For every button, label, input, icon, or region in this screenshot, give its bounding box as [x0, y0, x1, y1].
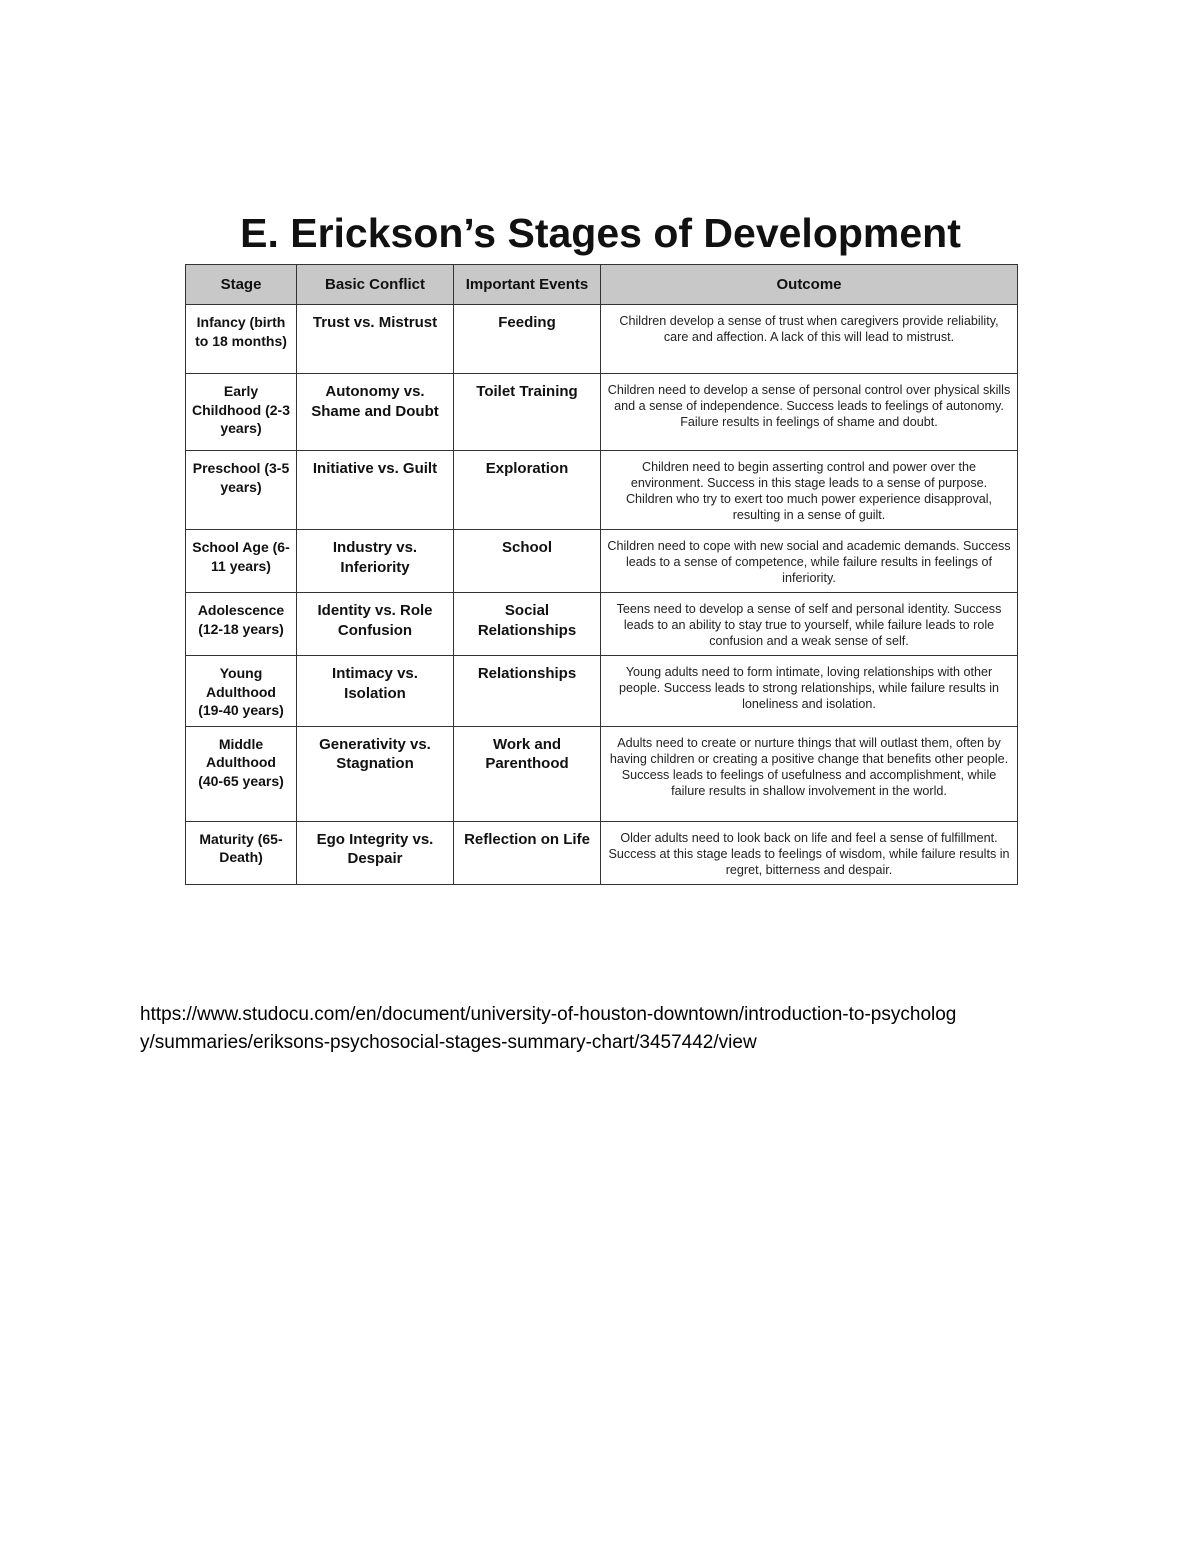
outcome-cell: Children need to begin asserting control and power over the environment. Success in this stage leads to a sense of purpose. Children who try to exert too much power experience disapproval, resulting in a sense of guilt.	[601, 451, 1018, 530]
events-cell: Reflection on Life	[454, 821, 601, 884]
stage-cell: Maturity (65-Death)	[186, 821, 297, 884]
table-row	[186, 821, 1018, 884]
events-cell: School	[454, 530, 601, 593]
outcome-cell: Children need to cope with new social and academic demands. Success leads to a sense of competence, while failure results in feelings of inferiority.	[601, 530, 1018, 593]
source-url: https://www.studocu.com/en/document/university-of-houston-downtown/introduction-to-psychology/summaries/eriksons-psychosocial-stages-summary-chart/3457442/view	[140, 1004, 957, 1053]
outcome-cell: Children develop a sense of trust when caregivers provide reliability, care and affection. A lack of this will lead to mistrust.	[601, 305, 1018, 374]
outcome-cell: Children need to develop a sense of personal control over physical skills and a sense of independence. Success leads to feelings of autonomy. Failure results in feelings of shame and doubt.	[601, 374, 1018, 451]
header-important-events: Important Events	[454, 265, 601, 305]
table-header	[186, 265, 1018, 305]
conflict-cell: Generativity vs. Stagnation	[297, 726, 454, 821]
stage-cell: Early Childhood (2-3 years)	[186, 374, 297, 451]
conflict-cell: Identity vs. Role Confusion	[297, 593, 454, 656]
conflict-cell: Ego Integrity vs. Despair	[297, 821, 454, 884]
table-row	[186, 593, 1018, 656]
table-row	[186, 374, 1018, 451]
events-cell: Social Relationships	[454, 593, 601, 656]
conflict-cell: Autonomy vs. Shame and Doubt	[297, 374, 454, 451]
header-stage: Stage	[186, 265, 297, 305]
conflict-cell: Intimacy vs. Isolation	[297, 656, 454, 727]
table-row	[186, 305, 1018, 374]
events-cell: Work and Parenthood	[454, 726, 601, 821]
table-row	[186, 656, 1018, 727]
outcome-cell: Adults need to create or nurture things that will outlast them, often by having children or creating a positive change that benefits other people. Success leads to feelings of usefulness and accomplishment, while failure results in shallow involvement in the world.	[601, 726, 1018, 821]
stage-cell: Adolescence (12-18 years)	[186, 593, 297, 656]
stage-cell: Middle Adulthood (40-65 years)	[186, 726, 297, 821]
stage-cell: Young Adulthood (19-40 years)	[186, 656, 297, 727]
stage-cell: Preschool (3-5 years)	[186, 451, 297, 530]
events-cell: Relationships	[454, 656, 601, 727]
header-row	[186, 265, 1018, 305]
conflict-cell: Trust vs. Mistrust	[297, 305, 454, 374]
table-row	[186, 726, 1018, 821]
table-row	[186, 530, 1018, 593]
events-cell: Feeding	[454, 305, 601, 374]
stage-cell: Infancy (birth to 18 months)	[186, 305, 297, 374]
document-title: E. Erickson’s Stages of Development	[240, 210, 961, 256]
events-cell: Toilet Training	[454, 374, 601, 451]
conflict-cell: Industry vs. Inferiority	[297, 530, 454, 593]
outcome-cell: Young adults need to form intimate, loving relationships with other people. Success leads to strong relationships, while failure results in loneliness and isolation.	[601, 656, 1018, 727]
stages-table	[185, 264, 1018, 885]
header-outcome: Outcome	[601, 265, 1018, 305]
header-basic-conflict: Basic Conflict	[297, 265, 454, 305]
outcome-cell: Teens need to develop a sense of self and personal identity. Success leads to an ability to stay true to yourself, while failure leads to role confusion and a weak sense of self.	[601, 593, 1018, 656]
outcome-cell: Older adults need to look back on life and feel a sense of fulfillment. Success at this stage leads to feelings of wisdom, while failure results in regret, bitterness and despair.	[601, 821, 1018, 884]
table-row	[186, 451, 1018, 530]
conflict-cell: Initiative vs. Guilt	[297, 451, 454, 530]
events-cell: Exploration	[454, 451, 601, 530]
table-body	[186, 305, 1018, 885]
stage-cell: School Age (6-11 years)	[186, 530, 297, 593]
